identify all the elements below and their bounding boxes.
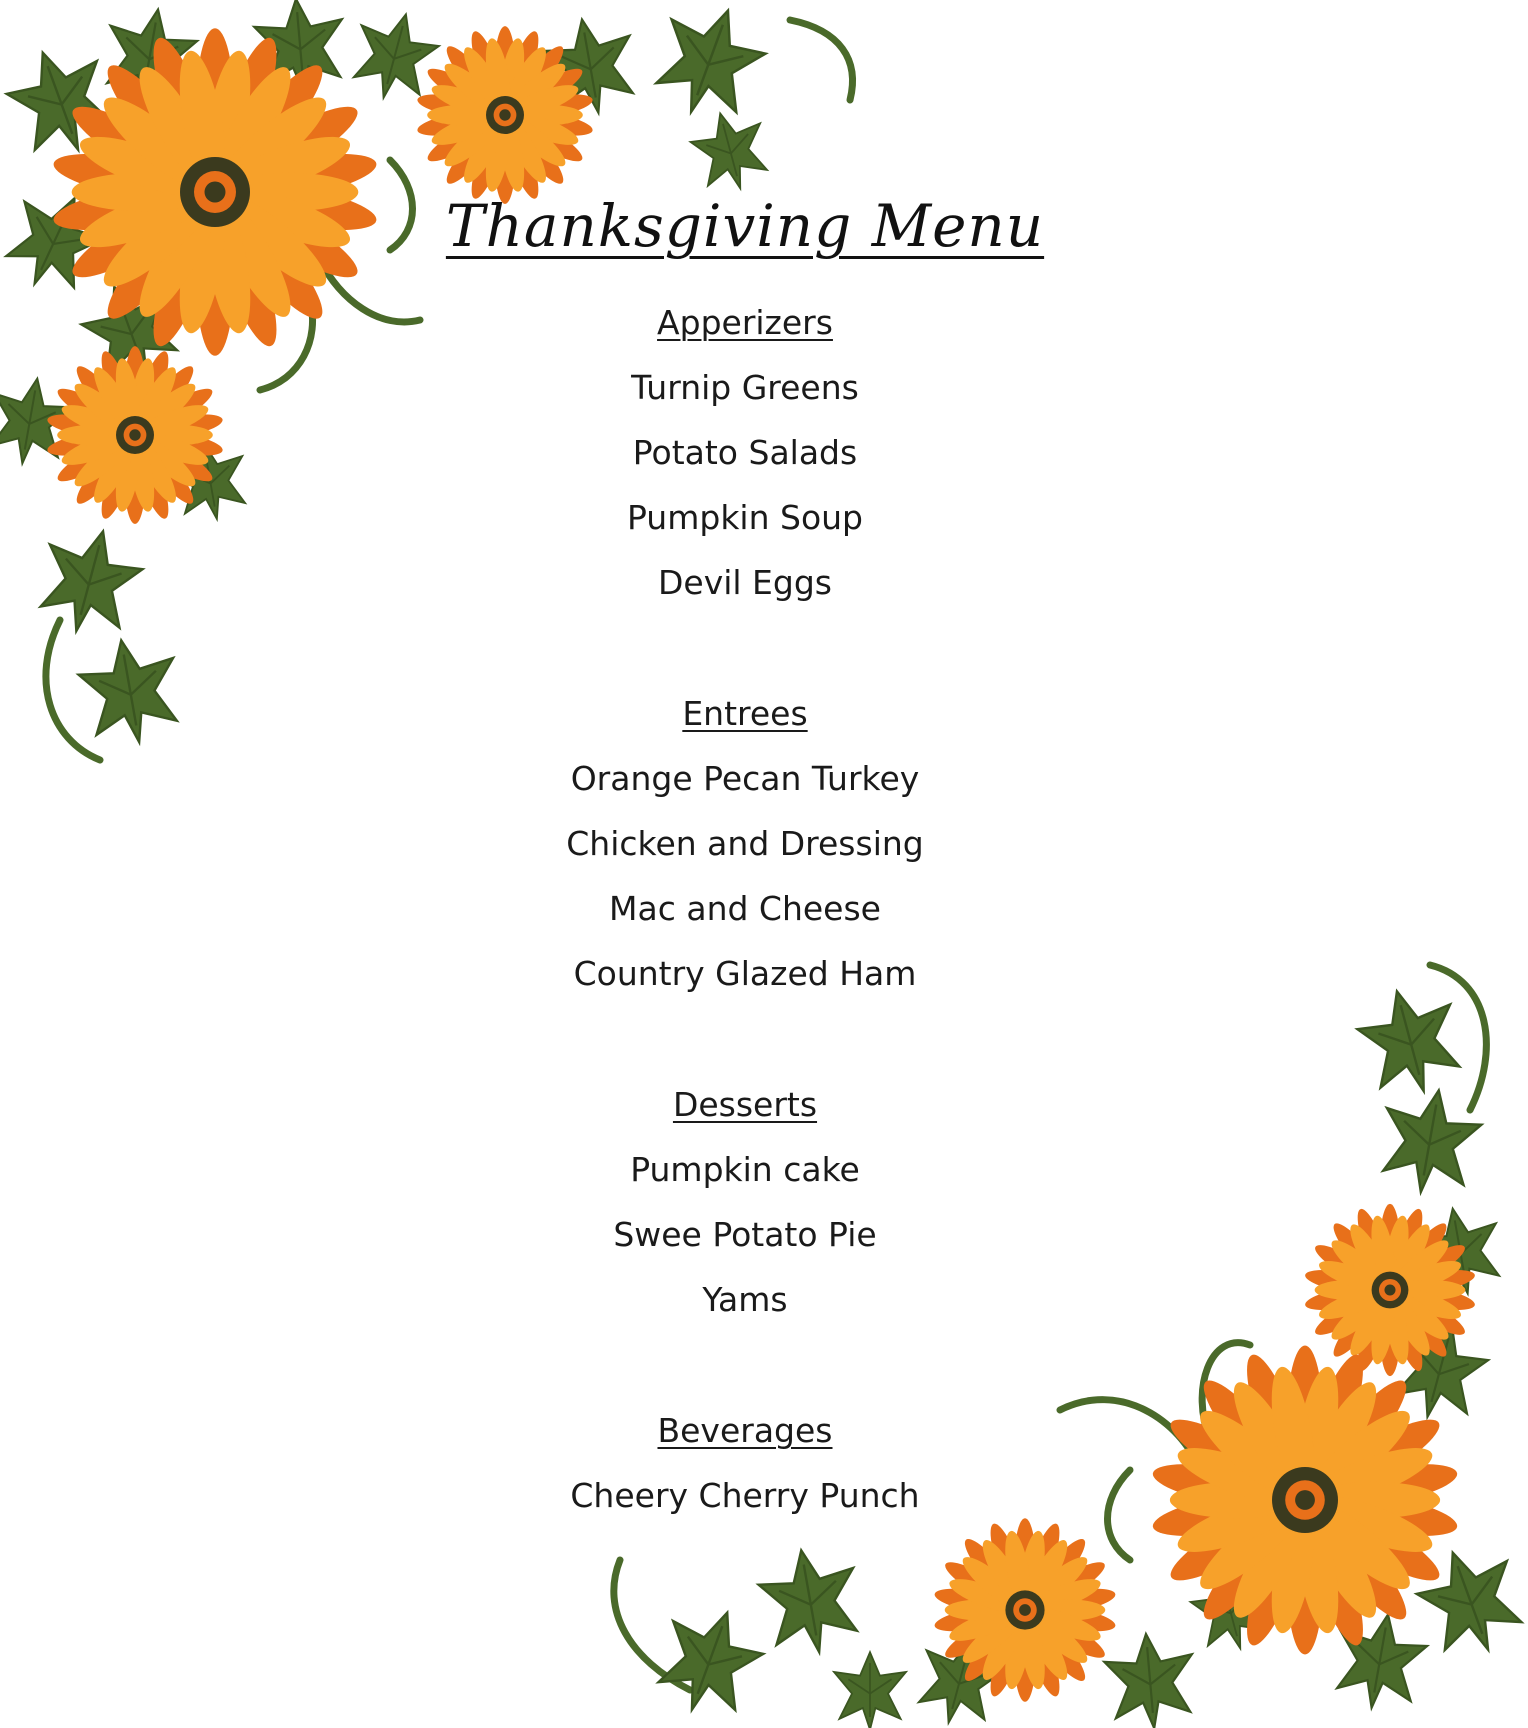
ivy-leaf-icon — [834, 1652, 906, 1728]
ivy-leaf-icon — [685, 104, 775, 197]
menu-item: Yams — [702, 1280, 788, 1319]
menu-item: Swee Potato Pie — [613, 1215, 877, 1254]
menu-item: Mac and Cheese — [609, 889, 881, 928]
section-heading-entrees: Entrees — [682, 694, 808, 733]
menu-item: Devil Eggs — [657, 563, 832, 602]
section-heading-desserts: Desserts — [672, 1085, 818, 1124]
menu-item: Turnip Greens — [631, 368, 859, 407]
menu-item: Orange Pecan Turkey — [570, 759, 920, 798]
menu-item: Cheery Cherry Punch — [570, 1476, 920, 1515]
ivy-leaf-icon — [647, 1596, 773, 1726]
vine-tendril-icon — [46, 620, 100, 760]
section-heading-appetizers: Apperizers — [657, 303, 833, 342]
menu-title — [0, 192, 1490, 260]
vine-tendril-icon — [790, 20, 853, 100]
menu-item: Pumpkin Soup — [626, 498, 863, 537]
menu-title-text: Thanksgiving Menu — [445, 192, 1045, 260]
section-heading-beverages: Beverages — [657, 1411, 833, 1450]
ivy-leaf-icon — [1102, 1630, 1198, 1728]
ivy-leaf-icon — [644, 0, 775, 129]
menu-item: Country Glazed Ham — [573, 954, 917, 993]
menu-item: Pumpkin cake — [630, 1150, 860, 1189]
menu-item: Potato Salads — [632, 433, 858, 472]
ivy-leaf-icon — [754, 1542, 866, 1660]
menu-item: Chicken and Dressing — [566, 824, 924, 863]
ivy-leaf-icon — [345, 4, 445, 108]
